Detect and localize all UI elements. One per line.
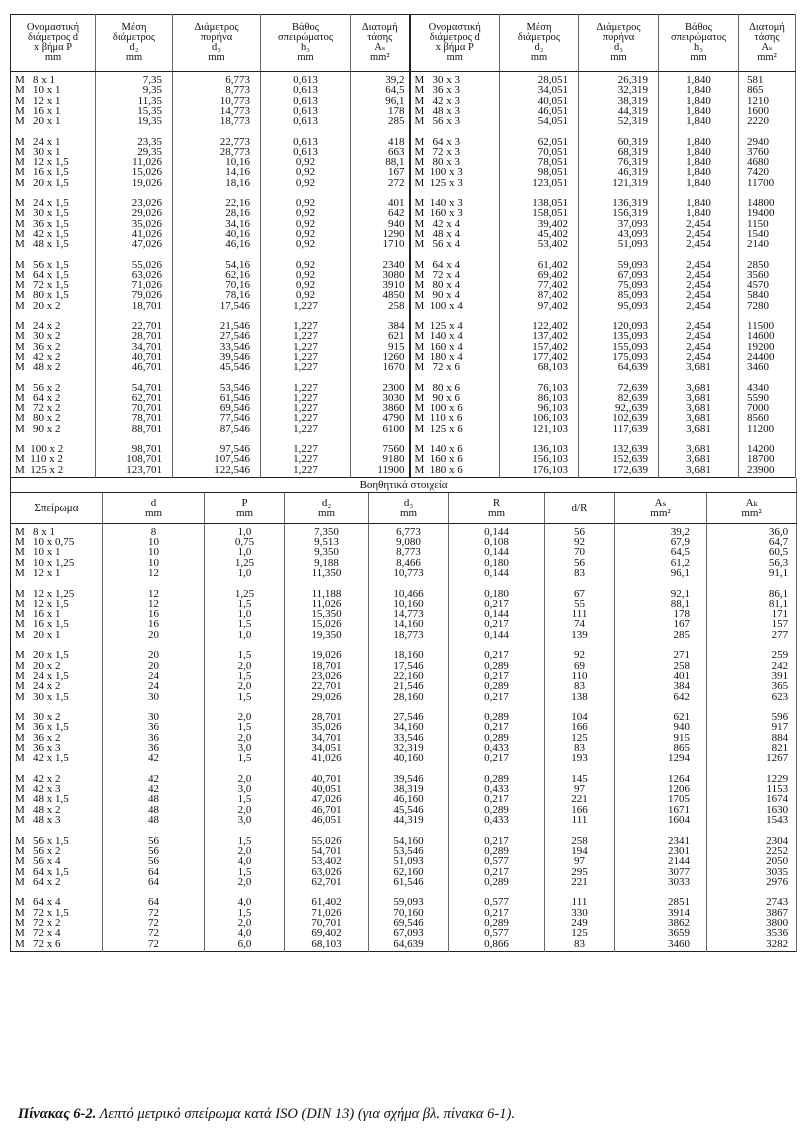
col-d3-right: 26,319 32,319 38,319 44,319 52,319 60,319 68,319 76,319 46,319 121,319 136,319 156,319 37,093 43,093 51,093 59,093 67,093 75,093 85,093 95,093 120,093 135,093 155,093 175,093 64,639 72,639 82,639 92,,639 102,639 117,639 132,639 152,639 172,639 [579, 72, 659, 478]
header-as: Aₛ mm² [615, 492, 707, 523]
col-h3-right: 1,840 1,840 1,840 1,840 1,840 1,840 1,840 1,840 1,840 1,840 1,840 1,840 2,454 2,454 2,454 2,454 2,454 2,454 2,454 2,454 2,454 2,454 2,454 2,454 3,681 3,681 3,681 3,681 3,681 3,681 3,681 3,681 3,681 [659, 72, 739, 478]
caption-text: Λεπτό μετρικό σπείρωμα κατά ISO (DIN 13) (για σχήμα βλ. πίνακα 6-1). [96, 1106, 515, 1122]
header-p: P mm [205, 492, 285, 523]
col-as-left: 39,2 64,5 96,1 178 285 418 663 88,1 167 272 401 642 940 1290 1710 2340 3080 3910 4850 258 384 621 915 1260 1670 2300 3030 3860 4790 6100 7560 9180 11900 [351, 72, 410, 478]
auxiliary-title: Βοηθητικά στοιχεία [11, 478, 797, 493]
header-ak: Aₖ mm² [707, 492, 797, 523]
header-r: R mm [449, 492, 545, 523]
table-caption [18, 1106, 515, 1123]
header-d3-left: Διάμετρος πυρήνα d₃ mm [173, 15, 261, 72]
header-as-right: Διατομή τάσης Aₛ mm² [739, 15, 796, 72]
header-size-right: Ονομαστική διάμετρος d x βήμα P mm [410, 15, 500, 72]
col-h3-left: 0,613 0,613 0,613 0,613 0,613 0,613 0,613 0,92 0,92 0,92 0,92 0,92 0,92 0,92 0,92 0,92 0,92 0,92 0,92 1,227 1,227 1,227 1,227 1,227 1,227 1,227 1,227 1,227 1,227 1,227 1,227 1,227 1,227 [261, 72, 351, 478]
col-p: 1,0 0,75 1,0 1,25 1,0 1,25 1,5 1,0 1,5 1,0 1,5 2,0 1,5 2,0 1,5 2,0 1,5 2,0 3,0 1,5 2,0 3,0 1,5 2,0 3,0 1,5 2,0 4,0 1,5 2,0 4,0 1,5 2,0 4,0 6,0 [205, 523, 285, 951]
header-d3-right: Διάμετρος πυρήνα d₃ mm [579, 15, 659, 72]
header-h3-left: Βάθος σπειρώματος h₃ mm [261, 15, 351, 72]
header-d3: d₃ mm [369, 492, 449, 523]
col-d-over-r: 56 92 70 56 83 67 55 111 74 139 92 69 110 83 138 104 166 125 83 193 145 97 221 166 111 258 194 97 295 221 111 330 249 125 83 [545, 523, 615, 951]
header-d2: d₂ mm [285, 492, 369, 523]
col-d2-right: 28,051 34,051 40,051 46,051 54,051 62,051 70,051 78,051 98,051 123,051 138,051 158,051 39,402 45,402 53,402 61,402 69,402 77,402 87,402 97,402 122,402 137,402 157,402 177,402 68,103 76,103 86,103 96,103 106,103 121,103 136,103 156,103 176,103 [500, 72, 579, 478]
col-size-left: M 8 x 1 M 10 x 1 M 12 x 1 M 16 x 1 M 20 x 1 M 24 x 1 M 30 x 1 M 12 x 1,5 M 16 x 1,5 M 20 x 1,5 M 24 x 1,5 M 30 x 1,5 M 36 x 1,5 M 42 x 1,5 M 48 x 1,5 M 56 x 1,5 M 64 x 1,5 M 72 x 1,5 M 80 x 1,5 M 20 x 2 M 24 x 2 M 30 x 2 M 36 x 2 M 42 x 2 M 48 x 2 M 56 x 2 M 64 x 2 M 72 x 2 M 80 x 2 M 90 x 2 M 100 x 2 M 110 x 2 M 125 x 2 [11, 72, 96, 478]
header-as-left: Διατομή τάσης Aₛ mm² [351, 15, 410, 72]
header-d2-left: Μέση διάμετρος d₂ mm [96, 15, 173, 72]
col-ak: 36,0 64,7 60,5 56,3 91,1 86,1 81,1 171 157 277 259 242 391 365 623 596 917 884 821 1267 1229 1153 1674 1630 1543 2304 2252 2050 3035 2976 2743 3867 3800 3536 3282 [707, 523, 797, 951]
page [10, 14, 796, 952]
col-d: 8 10 10 10 12 12 12 16 16 20 20 20 24 24 30 30 36 36 36 42 42 42 48 48 48 56 56 56 64 64 64 72 72 72 72 [103, 523, 205, 951]
header-d2-right: Μέση διάμετρος d₂ mm [500, 15, 579, 72]
col-d2-left: 7,35 9,35 11,35 15,35 19,35 23,35 29,35 11,026 15,026 19,026 23,026 29,026 35,026 41,026 47,026 55,026 63,026 71,026 79,026 18,701 22,701 28,701 34,701 40,701 46,701 54,701 62,701 70,701 78,701 88,701 98,701 108,701 123,701 [96, 72, 173, 478]
auxiliary-data-table [10, 478, 797, 952]
col-d2: 7,350 9,513 9,350 9,188 11,350 11,188 11,026 15,350 15,026 19,350 19,026 18,701 23,026 22,701 29,026 28,701 35,026 34,701 34,051 41,026 40,701 40,051 47,026 46,701 46,051 55,026 54,701 53,402 63,026 62,701 61,402 71,026 70,701 69,402 68,103 [285, 523, 369, 951]
col-r: 0,144 0,108 0,144 0,180 0,144 0,180 0,217 0,144 0,217 0,144 0,217 0,289 0,217 0,289 0,217 0,289 0,217 0,289 0,433 0,217 0,289 0,433 0,217 0,289 0,433 0,217 0,289 0,577 0,217 0,289 0,577 0,217 0,289 0,577 0,866 [449, 523, 545, 951]
header-d-over-r: d/R [545, 492, 615, 523]
header-d: d mm [103, 492, 205, 523]
fine-thread-table [10, 14, 796, 478]
col-d3: 6,773 9,080 8,773 8,466 10,773 10,466 10,160 14,773 14,160 18,773 18,160 17,546 22,160 21,546 28,160 27,546 34,160 33,546 32,319 40,160 39,546 38,319 46,160 45,546 44,319 54,160 53,546 51,093 62,160 61,546 59,093 70,160 69,546 67,093 64,639 [369, 523, 449, 951]
header-h3-right: Βάθος σπειρώματος h₃ mm [659, 15, 739, 72]
header-thread: Σπείρωμα [11, 492, 103, 523]
header-size-left: Ονομαστική διάμετρος d x βήμα P mm [11, 15, 96, 72]
col-thread: M 8 x 1 M 10 x 0,75 M 10 x 1 M 10 x 1,25 M 12 x 1 M 12 x 1,25 M 12 x 1,5 M 16 x 1 M 16 x 1,5 M 20 x 1 M 20 x 1,5 M 20 x 2 M 24 x 1,5 M 24 x 2 M 30 x 1,5 M 30 x 2 M 36 x 1,5 M 36 x 2 M 36 x 3 M 42 x 1,5 M 42 x 2 M 42 x 3 M 48 x 1,5 M 48 x 2 M 48 x 3 M 56 x 1,5 M 56 x 2 M 56 x 4 M 64 x 1,5 M 64 x 2 M 64 x 4 M 72 x 1,5 M 72 x 2 M 72 x 4 M 72 x 6 [11, 523, 103, 951]
col-as: 39,2 67,9 64,5 61,2 96,1 92,1 88,1 178 167 285 271 258 401 384 642 621 940 915 865 1294 1264 1206 1705 1671 1604 2341 2301 2144 3077 3033 2851 3914 3862 3659 3460 [615, 523, 707, 951]
col-as-right: 581 865 1210 1600 2220 2940 3760 4680 7420 11700 14800 19400 1150 1540 2140 2850 3560 4570 5840 7280 11500 14600 19200 24400 3460 4340 5590 7000 8560 11200 14200 18700 23900 [739, 72, 796, 478]
caption-label: Πίνακας 6-2. [18, 1106, 97, 1122]
col-size-right: M 30 x 3 M 36 x 3 M 42 x 3 M 48 x 3 M 56 x 3 M 64 x 3 M 72 x 3 M 80 x 3 M 100 x 3 M 125 x 3 M 140 x 3 M 160 x 3 M 42 x 4 M 48 x 4 M 56 x 4 M 64 x 4 M 72 x 4 M 80 x 4 M 90 x 4 M 100 x 4 M 125 x 4 M 140 x 4 M 160 x 4 M 180 x 4 M 72 x 6 M 80 x 6 M 90 x 6 M 100 x 6 M 110 x 6 M 125 x 6 M 140 x 6 M 160 x 6 M 180 x 6 [410, 72, 500, 478]
col-d3-left: 6,773 8,773 10,773 14,773 18,773 22,773 28,773 10,16 14,16 18,16 22,16 28,16 34,16 40,16 46,16 54,16 62,16 70,16 78,16 17,546 21,546 27,546 33,546 39,546 45,546 53,546 61,546 69,546 77,546 87,546 97,546 107,546 122,546 [173, 72, 261, 478]
